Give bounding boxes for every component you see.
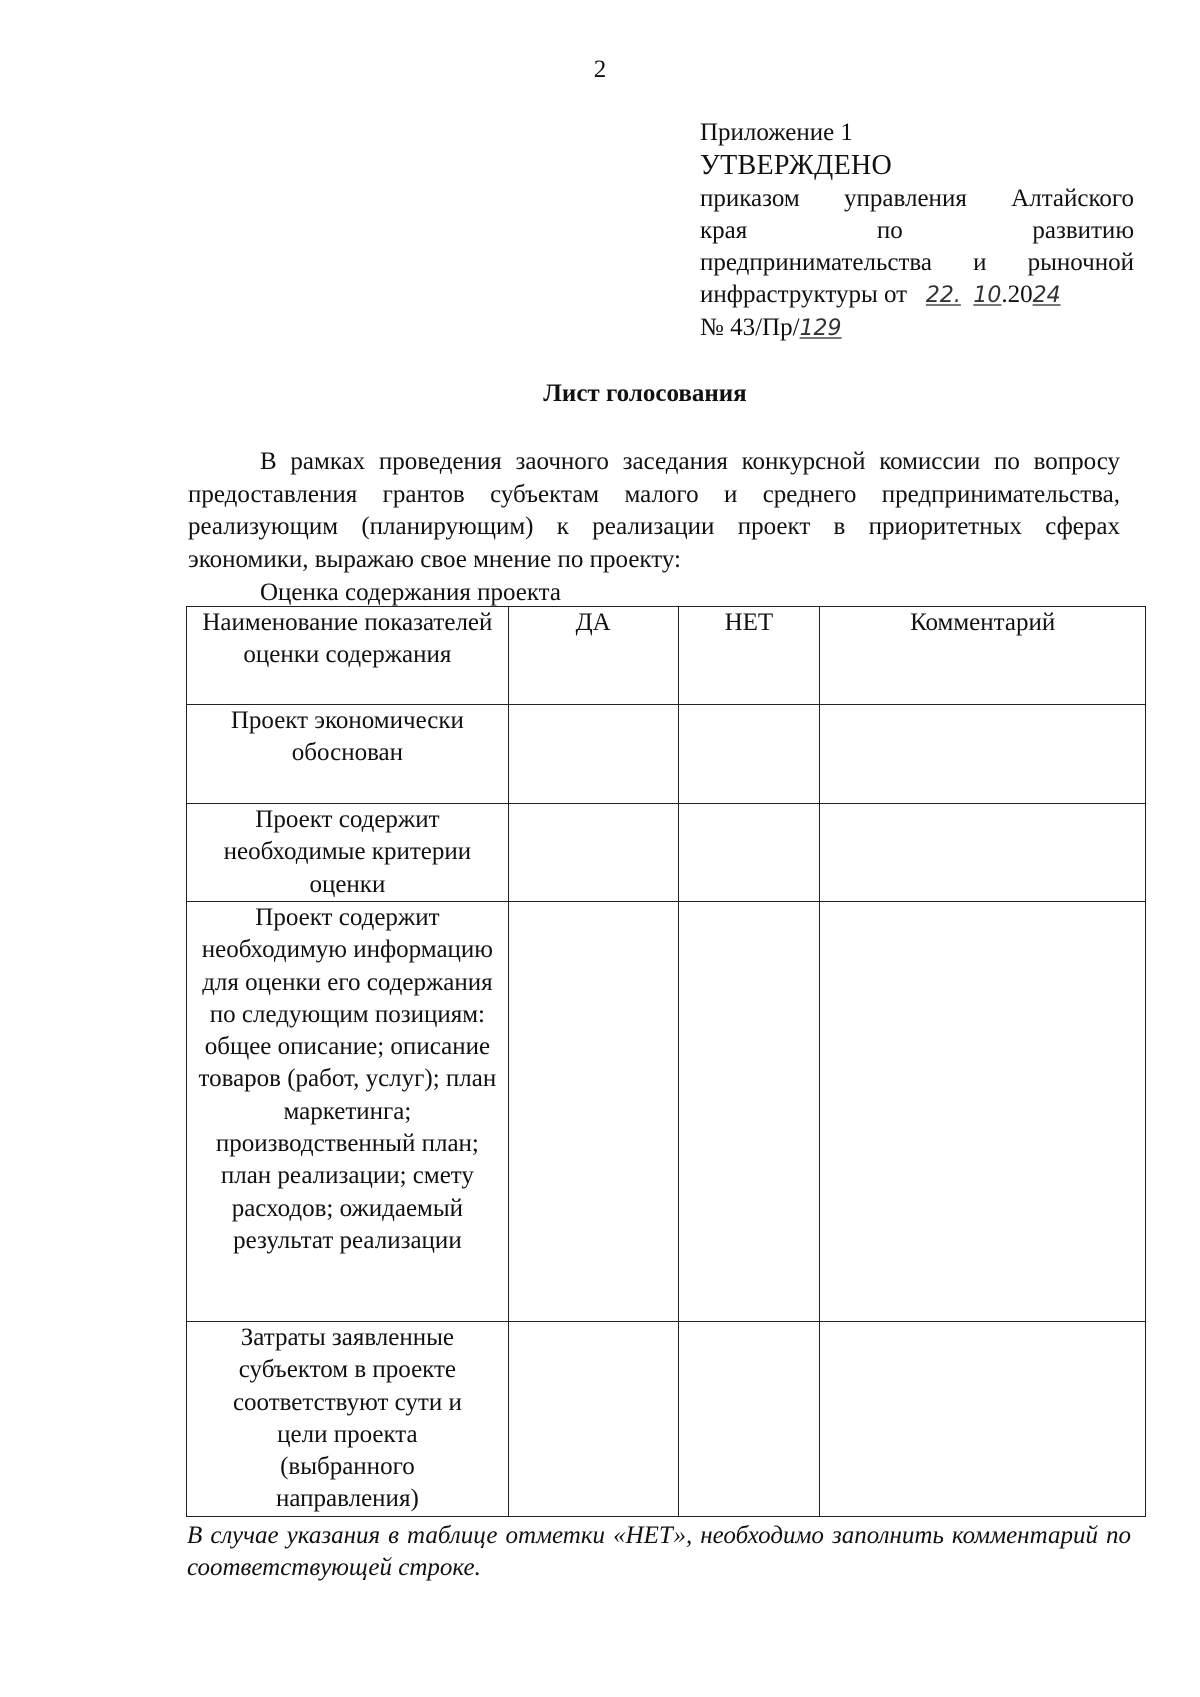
table-header-row xyxy=(187,607,1146,705)
indicator-cell: Проект содержит необходимую информацию для оценки его содержания по следующим позициям: общее описание; описание товаров (работ, услуг); план маркетинга; производственный план; план реализации; смету расходов; ожидаемый результат реализации xyxy=(187,902,509,1322)
comment-cell[interactable] xyxy=(820,705,1146,804)
header-indicator: Наименование показателей оценки содержания xyxy=(187,607,509,705)
no-cell[interactable] xyxy=(678,902,820,1322)
yes-cell[interactable] xyxy=(508,1322,678,1517)
header-yes: ДА xyxy=(508,607,678,705)
approved-label: УТВЕРЖДЕНО xyxy=(700,150,893,181)
yes-cell[interactable] xyxy=(508,804,678,902)
approval-line-4-prefix: инфраструктуры от xyxy=(700,281,908,308)
approval-line-2: края по развитию xyxy=(700,217,1134,244)
handwritten-day: 22. xyxy=(925,283,961,308)
indicator-cell: Затраты заявленные субъектом в проекте соответствуют сути и цели проекта (выбранного направления) xyxy=(187,1322,509,1517)
yes-cell[interactable] xyxy=(508,902,678,1322)
table-row xyxy=(187,902,1146,1322)
approval-line-1: приказом управления Алтайского xyxy=(700,185,1134,212)
comment-cell[interactable] xyxy=(820,804,1146,902)
number-prefix: № 43/Пр/ xyxy=(700,314,800,341)
header-no: НЕТ xyxy=(678,607,820,705)
appendix-label: Приложение 1 xyxy=(700,119,853,146)
intro-paragraph: В рамках проведения заочного заседания конкурсной комиссии по вопросу предоставления грантов субъектам малого и среднего предпринимательства, реализующим (планирующим) к реализации проект в приоритетных сферах экономики, выражаю свое мнение по проекту: xyxy=(188,448,1120,573)
no-cell[interactable] xyxy=(678,1322,820,1517)
indicator-cell: Проект экономически обоснован xyxy=(187,705,509,804)
table-row xyxy=(187,705,1146,804)
handwritten-number: 129 xyxy=(799,316,842,341)
document-title: Лист голосования xyxy=(543,380,747,407)
page-number: 2 xyxy=(593,56,607,83)
handwritten-month: 10 xyxy=(973,283,1002,308)
approval-number-line xyxy=(700,312,1134,345)
no-cell[interactable] xyxy=(678,705,820,804)
voting-table xyxy=(186,606,1146,1517)
approval-date-line xyxy=(700,279,1134,312)
yes-cell[interactable] xyxy=(508,705,678,804)
approval-block xyxy=(700,117,1134,345)
footnote: В случае указания в таблице отметки «НЕТ», необходимо заполнить комментарий по соответствующей строке. xyxy=(187,1522,1131,1581)
approval-line-3: предпринимательства и рыночной xyxy=(700,249,1134,276)
indicator-cell: Проект содержит необходимые критерии оценки xyxy=(187,804,509,902)
table-caption: Оценка содержания проекта xyxy=(260,579,562,606)
no-cell[interactable] xyxy=(678,804,820,902)
handwritten-year: 24 xyxy=(1032,283,1061,308)
comment-cell[interactable] xyxy=(820,1322,1146,1517)
date-year-prefix: .20 xyxy=(1001,281,1033,308)
table-row xyxy=(187,804,1146,902)
table-row xyxy=(187,1322,1146,1517)
header-comment: Комментарий xyxy=(820,607,1146,705)
comment-cell[interactable] xyxy=(820,902,1146,1322)
